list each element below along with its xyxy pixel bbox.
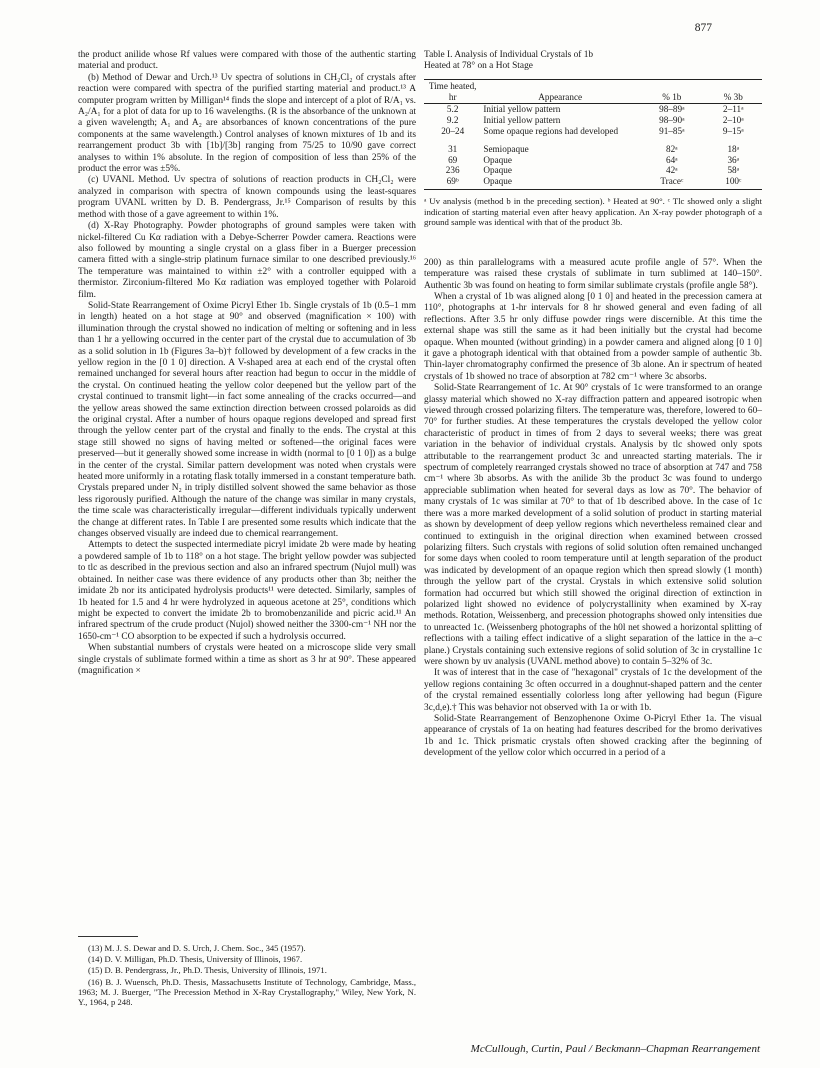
paragraph: Solid-State Rearrangement of Oxime Picryl Ether 1b. Single crystals of 1b (0.5–1 mm in length) heated on a hot stage at 90° and observed (magnification × 100) with illumination through the crystal showed no indication of melting or softening and in less than 1 hr a yellowing occurred in the center part of the crystal due to accumulation of 3b as a solid solution in 1b (Figures 3a–b)† followed by development of a few cracks in the yellow region in the [0 1 0] direction. A V-shaped area at each end of the crystal often remained unchanged for several hours after reaction had begun to occur in the middle of the crystal. On continued heating the yellow color deepened but the yellow part of the crystal continued to transmit light—in fact some annealing of the cracks occurred—and the yellow areas showed the same extinction direction between crossed polaroids as did the original crystal. After a number of hours opaque regions developed and spread first through the yellow center part of the crystal and finally to the ends. The crystal at this stage still showed no signs of having melted or softened—the original faces were preserved—but it generally showed some increase in width (normal to [0 1 0]) as a bulge in the center of the crystal. Similar pattern development was noted when crystals were heated more uniformly in a rotating flask totally immersed in a constant temperature bath. Crystals prepared under N₂ in triply distilled solvent showed the same behavior as those less rigorously purified. Although the nature of the change was similar in many crystals, the time scale was characteristically irregular—different individuals typically underwent the change at different rates. In Table I are presented some results which indicate that the changes observed visually are indeed due to chemical rearrangement.: [78, 300, 416, 540]
table-row: [424, 126, 762, 137]
table-title-line: Table I. Analysis of Individual Crystals of 1b: [424, 50, 594, 60]
cell-appearance: Initial yellow pattern: [483, 115, 561, 126]
cell-pct-1b: Traceᶜ: [639, 176, 705, 189]
cell-pct-1b: 64ᵃ: [665, 154, 678, 165]
cell-appearance: Opaque: [483, 154, 512, 165]
footnotes: [78, 936, 416, 1008]
paragraph: (d) X-Ray Photography. Powder photographs of ground samples were taken with nickel-filtered Cu Kα radiation with a Debye-Scherrer Powder camera. Reactions were also followed by mounting a single crystal on a glass fiber in a Buerger precession camera fitted with a single-strip platinum furnace similar to one described previously.¹⁶ The temperature was maintained to within ±2° with a controller equipped with a thermistor. Zirconium-filtered Mo Kα radiation was employed together with Polaroid film.: [78, 221, 416, 300]
cell-time: 31: [448, 143, 458, 154]
paragraph: Solid-State Rearrangement of Benzophenone Oxime O-Picryl Ether 1a. The visual appearance of crystals of 1a on heating had features described for the bromo derivatives 1b and 1c. Thick prismatic crystals often showed cracking after the beginning of development of the yellow color which occurred in a period of a: [424, 714, 762, 759]
paragraph: Attempts to detect the suspected intermediate picryl imidate 2b were made by heating a powdered sample of 1b to 118° on a hot stage. The bright yellow powder was subjected to tlc as described in the previous section and also an infrared spectrum (Nujol mull) was obtained. In neither case was there evidence of any products other than 3b; neither the imidate 2b nor its anticipated hydrolysis products¹¹ were detected. Similarly, samples of 1b heated for 1.5 and 4 hr were hydrolyzed in aqueous acetone at 25°, conditions which might be expected to convert the imidate 2b to bromobenzanilide and picric acid.¹¹ An infrared spectrum of the crude product (Nujol) showed neither the 3300-cm⁻¹ NH nor the 1650-cm⁻¹ CO absorption to be expected if such a hydrolysis occurred.: [78, 540, 416, 642]
cell-time: 9.2: [446, 115, 459, 126]
footnote-rule: [78, 936, 138, 937]
cell-pct-1b: 82ᵃ: [665, 143, 678, 154]
cell-appearance: Some opaque regions had developed: [483, 126, 619, 136]
cell-appearance: Opaque: [481, 176, 639, 189]
cell-appearance: Opaque: [483, 165, 512, 176]
paragraph: (c) UVANL Method. Uv spectra of solutions of reaction products in CH₂Cl₂ were analyzed in comparison with spectra of known compounds using the least-squares program UVANL written by D. B. Pendergrass, Jr.¹⁵ Comparison of results by this method with those of a gave agreement to within 1%.: [78, 175, 416, 220]
table-title-line: Heated at 78° on a Hot Stage: [424, 61, 533, 72]
table-title: [424, 50, 762, 73]
left-column: [78, 50, 416, 677]
table-row: [424, 137, 762, 155]
paragraph: It was of interest that in the case of "hexagonal" crystals of 1c the development of the yellow regions containing 3c often occurred in a doughnut-shaped pattern and the center of the crystal remained essentially colorless long after yellowing had begun (Figure 3c,d,e).† This was behavior not observed with 1a or with 1b.: [424, 668, 762, 713]
table-notes: ᵃ Uv analysis (method b in the preceding section). ᵇ Heated at 90°. ᶜ Tlc showed only a slight indication of starting material even after heavy application. An X-ray powder photograph of a ground sample was identical with that of the product 3b.: [424, 195, 762, 228]
paragraph: (b) Method of Dewar and Urch.¹³ Uv spectra of solutions in CH₂Cl₂ of crystals after reaction were compared with spectra of the purified starting material and product.¹³ A computer program written by Milligan¹⁴ finds the slope and intercept of a plot of R/A₁ vs. A₂/A₁ for a plot of data for up to 16 wavelengths. (R is the absorbance of the unknown at a given wavelength; A₁ and A₂ are absorbances of known concentrations of the pure components at the same wavelength.) Control analyses of known mixtures of 1b and its rearrangement product 3b with [1b]/[3b] ranging from 75/25 to 10/90 gave correct analyses to within 1% absolute. In the region of composition of less than 25% of the product the error was ±5%.: [78, 72, 416, 175]
cell-pct-3b: 58ᵃ: [727, 165, 740, 176]
table-row: [424, 104, 762, 115]
analysis-table: [424, 79, 762, 190]
footnote: (16) B. J. Wuensch, Ph.D. Thesis, Massachusetts Institute of Technology, Cambridge, Mass., 1963; M. J. Buerger, "The Precession Method in X-Ray Crystallography," Wiley, New York, N. Y., 1964, p 248.: [78, 976, 416, 1008]
cell-pct-3b: 36ᵃ: [727, 154, 740, 165]
footnote: (14) D. V. Milligan, Ph.D. Thesis, University of Illinois, 1967.: [88, 954, 303, 965]
right-column: [424, 50, 762, 760]
cell-time: 69ᵇ: [424, 176, 481, 189]
paragraph: Solid-State Rearrangement of 1c. At 90° crystals of 1c were transformed to an orange glassy material which showed no X-ray diffraction pattern and appeared isotropic when viewed through crossed polarizing filters. The temperature was, therefore, lowered to 60–70° for further studies. At these temperatures the crystals developed the yellow color characteristic of product in times of from 2 days to several weeks; there was great variation in the behavior of individual crystals. Analysis by tlc showed only spots attributable to the rearrangement product 3c and unreacted starting materials. The ir spectrum of completely rearranged crystals showed no trace of absorption at 747 and 758 cm⁻¹ where 3b absorbs. As with the anilide 3b the product 3c was found to undergo appreciable sublimation when heated for several days as low as 70°. The behavior of many crystals of 1c was similar at 70° to that of 1b described above. In the case of 1c there was a more marked development of a solid solution of product in starting material as shown by development of deep yellow regions which nevertheless remained clear and continued to extinguish in the original direction when examined between crossed polarizing filters. Such crystals with regions of solid solution often remained unchanged for some days when cooled to room temperature until at length separation of the product was indicated by development of an opaque region which then spread slowly (1 month) through the yellow part of the crystal. Crystals in which extensive solid solution formation had occurred but which still showed the original direction of extinction in polarized light showed no evidence of polycrystallinity when examined by X-ray methods. Rotation, Weissenberg, and precession photographs showed only intensities due to unreacted 1c. (Weissenberg photographs of the h0l net showed a horizontal splitting of reflections with a tailing effect indicative of a slight separation of the lattice in the a–c plane.) Crystals containing such extensive regions of solid solution of 3c in crystalline 1c were shown by uv analysis (UVANL method above) to contain 5–32% of 3c.: [424, 383, 762, 667]
paragraph: When substantial numbers of crystals were heated on a microscope slide very small single crystals of sublimate formed within a time as short as 3 hr at 90°. These appeared (magnification ×: [78, 643, 416, 676]
table-row: [424, 176, 762, 189]
cell-pct-3b: 9–15ᵃ: [722, 126, 744, 136]
header-appearance: Appearance: [481, 79, 639, 104]
running-foot: McCullough, Curtin, Paul / Beckmann–Chapman Rearrangement: [470, 1043, 760, 1055]
cell-pct-1b: 91–85ᵃ: [659, 126, 685, 136]
cell-time: 236: [445, 165, 460, 176]
cell-appearance: Semiopaque: [483, 143, 529, 154]
cell-pct-3b: 18ᵃ: [727, 143, 740, 154]
header-pct-3b: % 3b: [705, 79, 762, 104]
paragraph: When a crystal of 1b was aligned along [0 1 0] and heated in the precession camera at 110°, photographs at 1-hr intervals for 8 hr showed general and even fading of all reflections. After 3.5 hr only diffuse powder rings were discernible. At this time the external shape was still the same as it had been initially but the crystal had become opaque. When mounted (without grinding) in a powder camera and aligned along [0 1 0] it gave a photograph identical with that obtained from a powder sample of authentic 3b. Thin-layer chromatography confirmed the presence of 3b alone. An ir spectrum of heated crystals of 1b showed no trace of absorption at 782 cm⁻¹ where 3c absorbs.: [424, 291, 762, 382]
cell-pct-3b: 2–11ᵃ: [723, 104, 744, 115]
cell-time: 20–24: [441, 126, 465, 136]
footnote: (15) D. B. Pendergrass, Jr., Ph.D. Thesis, University of Illinois, 1971.: [88, 965, 327, 976]
cell-pct-1b: 42ᵃ: [665, 165, 678, 176]
cell-pct-3b: 100ᶜ: [705, 176, 762, 189]
footnote: (13) M. J. S. Dewar and D. S. Urch, J. Chem. Soc., 345 (1957).: [88, 943, 306, 953]
header-time: Time heated, hr: [424, 79, 481, 104]
cell-pct-1b: 98–90ᵃ: [659, 115, 685, 126]
page-number: 877: [694, 22, 712, 34]
right-text: [424, 258, 762, 760]
table-row: [424, 155, 762, 166]
cell-pct-3b: 2–10ᵃ: [722, 115, 744, 126]
cell-appearance: Initial yellow pattern: [483, 104, 561, 115]
cell-pct-1b: 98–89ᵃ: [659, 104, 685, 115]
cell-time: 69: [448, 154, 458, 165]
table-block: [424, 50, 762, 228]
header-pct-1b: % 1b: [639, 79, 705, 104]
table-row: [424, 115, 762, 126]
paragraph: the product anilide whose Rf values were compared with those of the authentic starting material and product.: [78, 50, 416, 72]
paragraph: 200) as thin parallelograms with a measured acute profile angle of 57°. When the temperature was raised these crystals of sublimate in turn sublimed at 140–150°. Authentic 3b was found on heating to form similar sublimate crystals (profile angle 58°).: [424, 257, 762, 291]
table-row: [424, 165, 762, 176]
cell-time: 5.2: [446, 104, 459, 115]
